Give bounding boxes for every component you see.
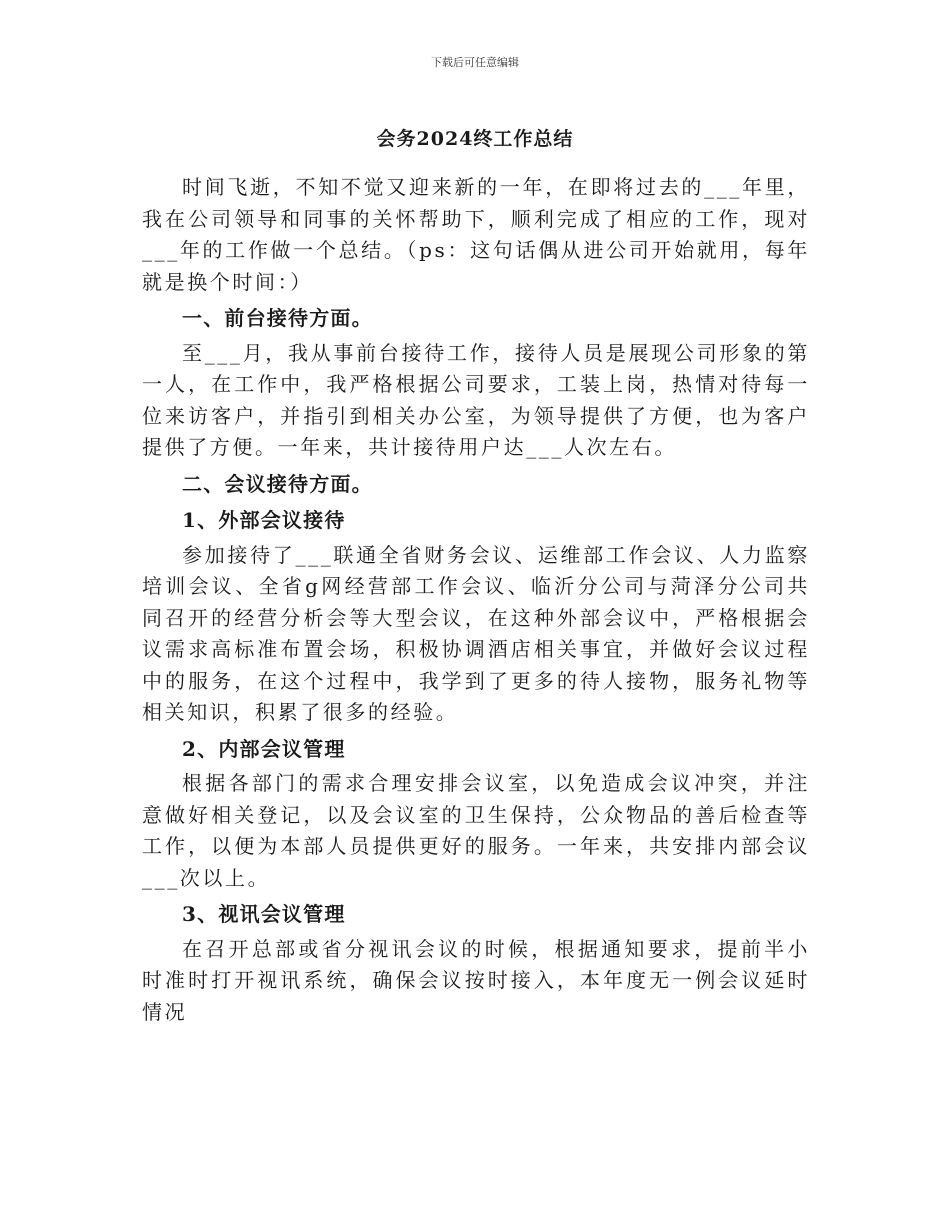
paragraph-internal: 根据各部门的需求合理安排会议室，以免造成会议冲突，并注意做好相关登记，以及会议室的卫生保持，公众物品的善后检查等工作，以便为本部人员提供更好的服务。一年来，共安排内部会议___次以上。 [142,771,810,890]
document-body [142,172,810,1028]
section-heading-meetings: 二、会议接待方面。 [182,471,373,496]
document-title: 会务2024终工作总结 [376,128,574,150]
header-note: 下载后可任意编辑 [431,56,519,69]
paragraph-reception: 至___月，我从事前台接待工作，接待人员是展现公司形象的第一人，在工作中，我严格根据公司要求，工装上岗，热情对待每一位来访客户，并指引到相关办公室，为领导提供了方便，也为客户提供了方便。一年来，共计接待用户达___人次左右。 [142,340,810,459]
section-heading-reception: 一、前台接待方面。 [182,306,373,330]
paragraph-video: 在召开总部或省分视讯会议的时候，根据通知要求，提前半小时准时打开视讯系统，确保会议按时接入，本年度无一例会议延时情况 [142,936,810,1024]
paragraph-external: 参加接待了___联通全省财务会议、运维部工作会议、人力监察培训会议、全省g网经营部工作会议、临沂分公司与菏泽分公司共同召开的经营分析会等大型会议，在这种外部会议中，严格根据会议需求高标准布置会场，积极协调酒店相关事宜，并做好会议过程中的服务，在这个过程中，我学到了更多的待人接物，服务礼物等相关知识，积累了很多的经验。 [142,542,810,724]
subsection-heading-video: 3、视讯会议管理 [182,902,346,926]
subsection-heading-external: 1、外部会议接待 [182,508,346,532]
paragraph-intro: 时间飞逝，不知不觉又迎来新的一年，在即将过去的___年里，我在公司领导和同事的关怀帮助下，顺利完成了相应的工作，现对___年的工作做一个总结。（ps：这句话偶从进公司开始就用，每年就是换个时间：） [142,175,810,294]
subsection-heading-internal: 2、内部会议管理 [182,736,346,761]
